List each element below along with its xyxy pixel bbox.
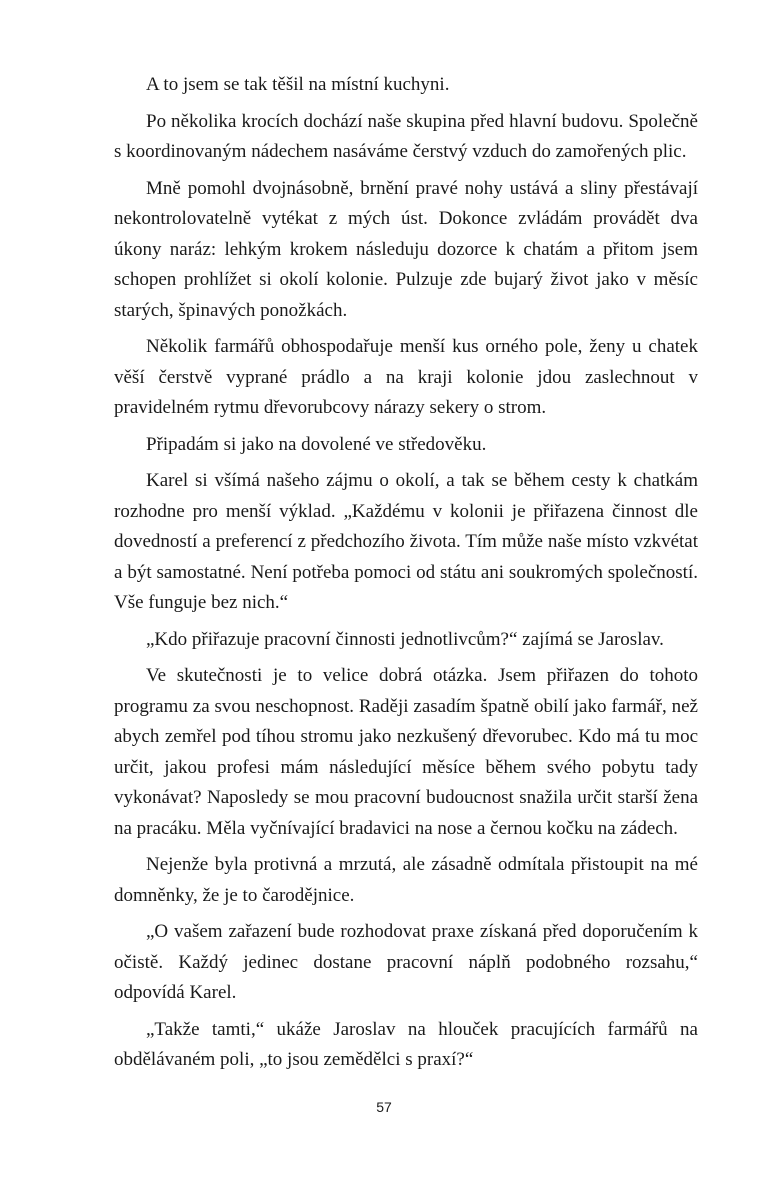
paragraph: Připadám si jako na dovolené ve středověku. [146,433,487,455]
paragraph: Mně pomohl dvojnásobně, brnění pravé nohy ustává a sliny přestávají nekontrolovatelně vytékat z mých úst. Dokonce zvládám provádět dva úkony naráz: lehkým krokem následuju dozorce k chatám a přitom jsem schopen prohlížet si okolí kolonie. Pulzuje zde bujarý život jako v měsíc starých, špinavých ponožkách. [114,177,698,321]
paragraph: Nejenže byla protivná a mrzutá, ale zásadně odmítala přistoupit na mé domněnky, že je to čarodějnice. [114,854,698,906]
paragraph: Karel si všímá našeho zájmu o okolí, a tak se během cesty k chatkám rozhodne pro menší výklad. „Každému v kolonii je přiřazena činnost dle dovedností a preferencí z předchozího života. Tím může naše místo vzkvétat a být samostatné. Není potřeba pomoci od státu ani soukromých společností. Vše funguje bez nich.“ [114,470,698,613]
page-body [114,70,698,1082]
paragraph: A to jsem se tak těšil na místní kuchyni. [146,74,450,95]
paragraph: Několik farmářů obhospodařuje menší kus orného pole, ženy u chatek věší čerstvě vyprané prádlo a na kraji kolonie jdou zaslechnout v pravidelném rytmu dřevorubcovy nárazy sekery o strom. [114,336,698,418]
paragraph: „Kdo přiřazuje pracovní činnosti jednotlivcům?“ zajímá se Jaroslav. [146,628,664,650]
page-number: 57 [376,1099,392,1115]
paragraph: „O vašem zařazení bude rozhodovat praxe získaná před doporučením k očistě. Každý jedinec dostane pracovní náplň podobného rozsahu,“ odpovídá Karel. [114,921,698,1003]
paragraph: Ve skutečnosti je to velice dobrá otázka. Jsem přiřazen do tohoto programu za svou neschopnost. Raději zasadím špatně obilí jako farmář, než abych zemřel pod tíhou stromu jako nezkušený dřevorubec. Kdo má tu moc určit, jakou profesi mám následující měsíce během svého pobytu tady vykonávat? Naposledy se mou pracovní budoucnost snažila určit starší žena na pracáku. Měla vyčnívající bradavici na nose a černou kočku na zádech. [114,665,698,839]
paragraph: Po několika krocích dochází naše skupina před hlavní budovu. Společně s koordinovaným nádechem nasáváme čerstvý vzduch do zamořených plic. [114,110,698,162]
paragraph: „Takže tamti,“ ukáže Jaroslav na hlouček pracujících farmářů na obdělávaném poli, „to jsou zemědělci s praxí?“ [114,1018,698,1070]
